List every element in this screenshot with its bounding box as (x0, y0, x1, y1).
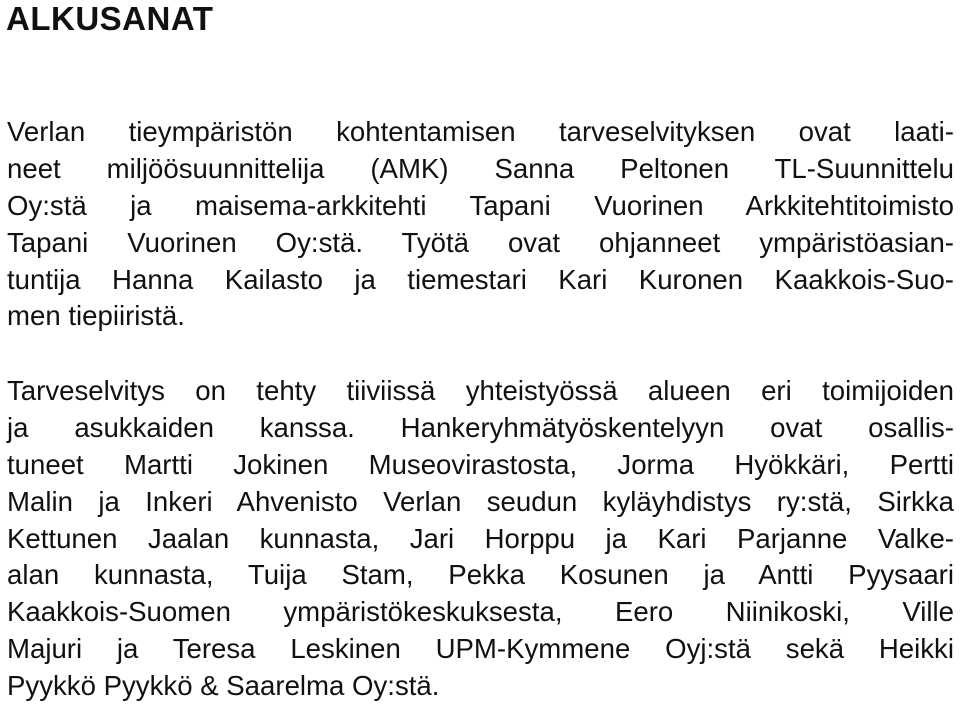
text-line: Majuri ja Teresa Leskinen UPM-Kymmene Oyj:stä sekä Heikki (7, 633, 954, 665)
paragraph-authors (7, 114, 954, 335)
text-line: men tiepiiristä. (7, 300, 185, 332)
text-line: Tapani Vuorinen Oy:stä. Työtä ovat ohjanneet ympäristöasian- (7, 226, 954, 258)
text-line: Oy:stä ja maisema-arkkitehti Tapani Vuorinen Arkkitehtitoimisto (7, 189, 954, 221)
text-line: Verlan tieympäristön kohtentamisen tarveselvityksen ovat laati- (7, 116, 954, 147)
text-line: Tarveselvitys on tehty tiiviissä yhteistyössä alueen eri toimijoiden (7, 375, 954, 406)
text-line: alan kunnasta, Tuija Stam, Pekka Kosunen ja Antti Pyysaari (7, 559, 954, 591)
text-line: tuneet Martti Jokinen Museovirastosta, Jorma Hyökkäri, Pertti (7, 448, 954, 480)
text-line: Kaakkois-Suomen ympäristökeskuksesta, Eero Niinikoski, Ville (7, 596, 954, 628)
text-line: tuntija Hanna Kailasto ja tiemestari Kari Kuronen Kaakkois-Suo- (7, 263, 954, 295)
page-title: ALKUSANAT (6, 0, 214, 37)
text-line: Malin ja Inkeri Ahvenisto Verlan seudun kyläyhdistys ry:stä, Sirkka (7, 485, 954, 517)
text-line: Pyykkö Pyykkö & Saarelma Oy:stä. (7, 670, 440, 702)
text-line: neet miljöösuunnittelija (AMK) Sanna Peltonen TL-Suunnittelu (7, 152, 954, 184)
text-line: Kettunen Jaalan kunnasta, Jari Horppu ja Kari Parjanne Valke- (7, 522, 954, 554)
text-line: ja asukkaiden kanssa. Hankeryhmätyöskentelyyn ovat osallis- (7, 411, 954, 443)
paragraph-collaborators (7, 373, 954, 705)
